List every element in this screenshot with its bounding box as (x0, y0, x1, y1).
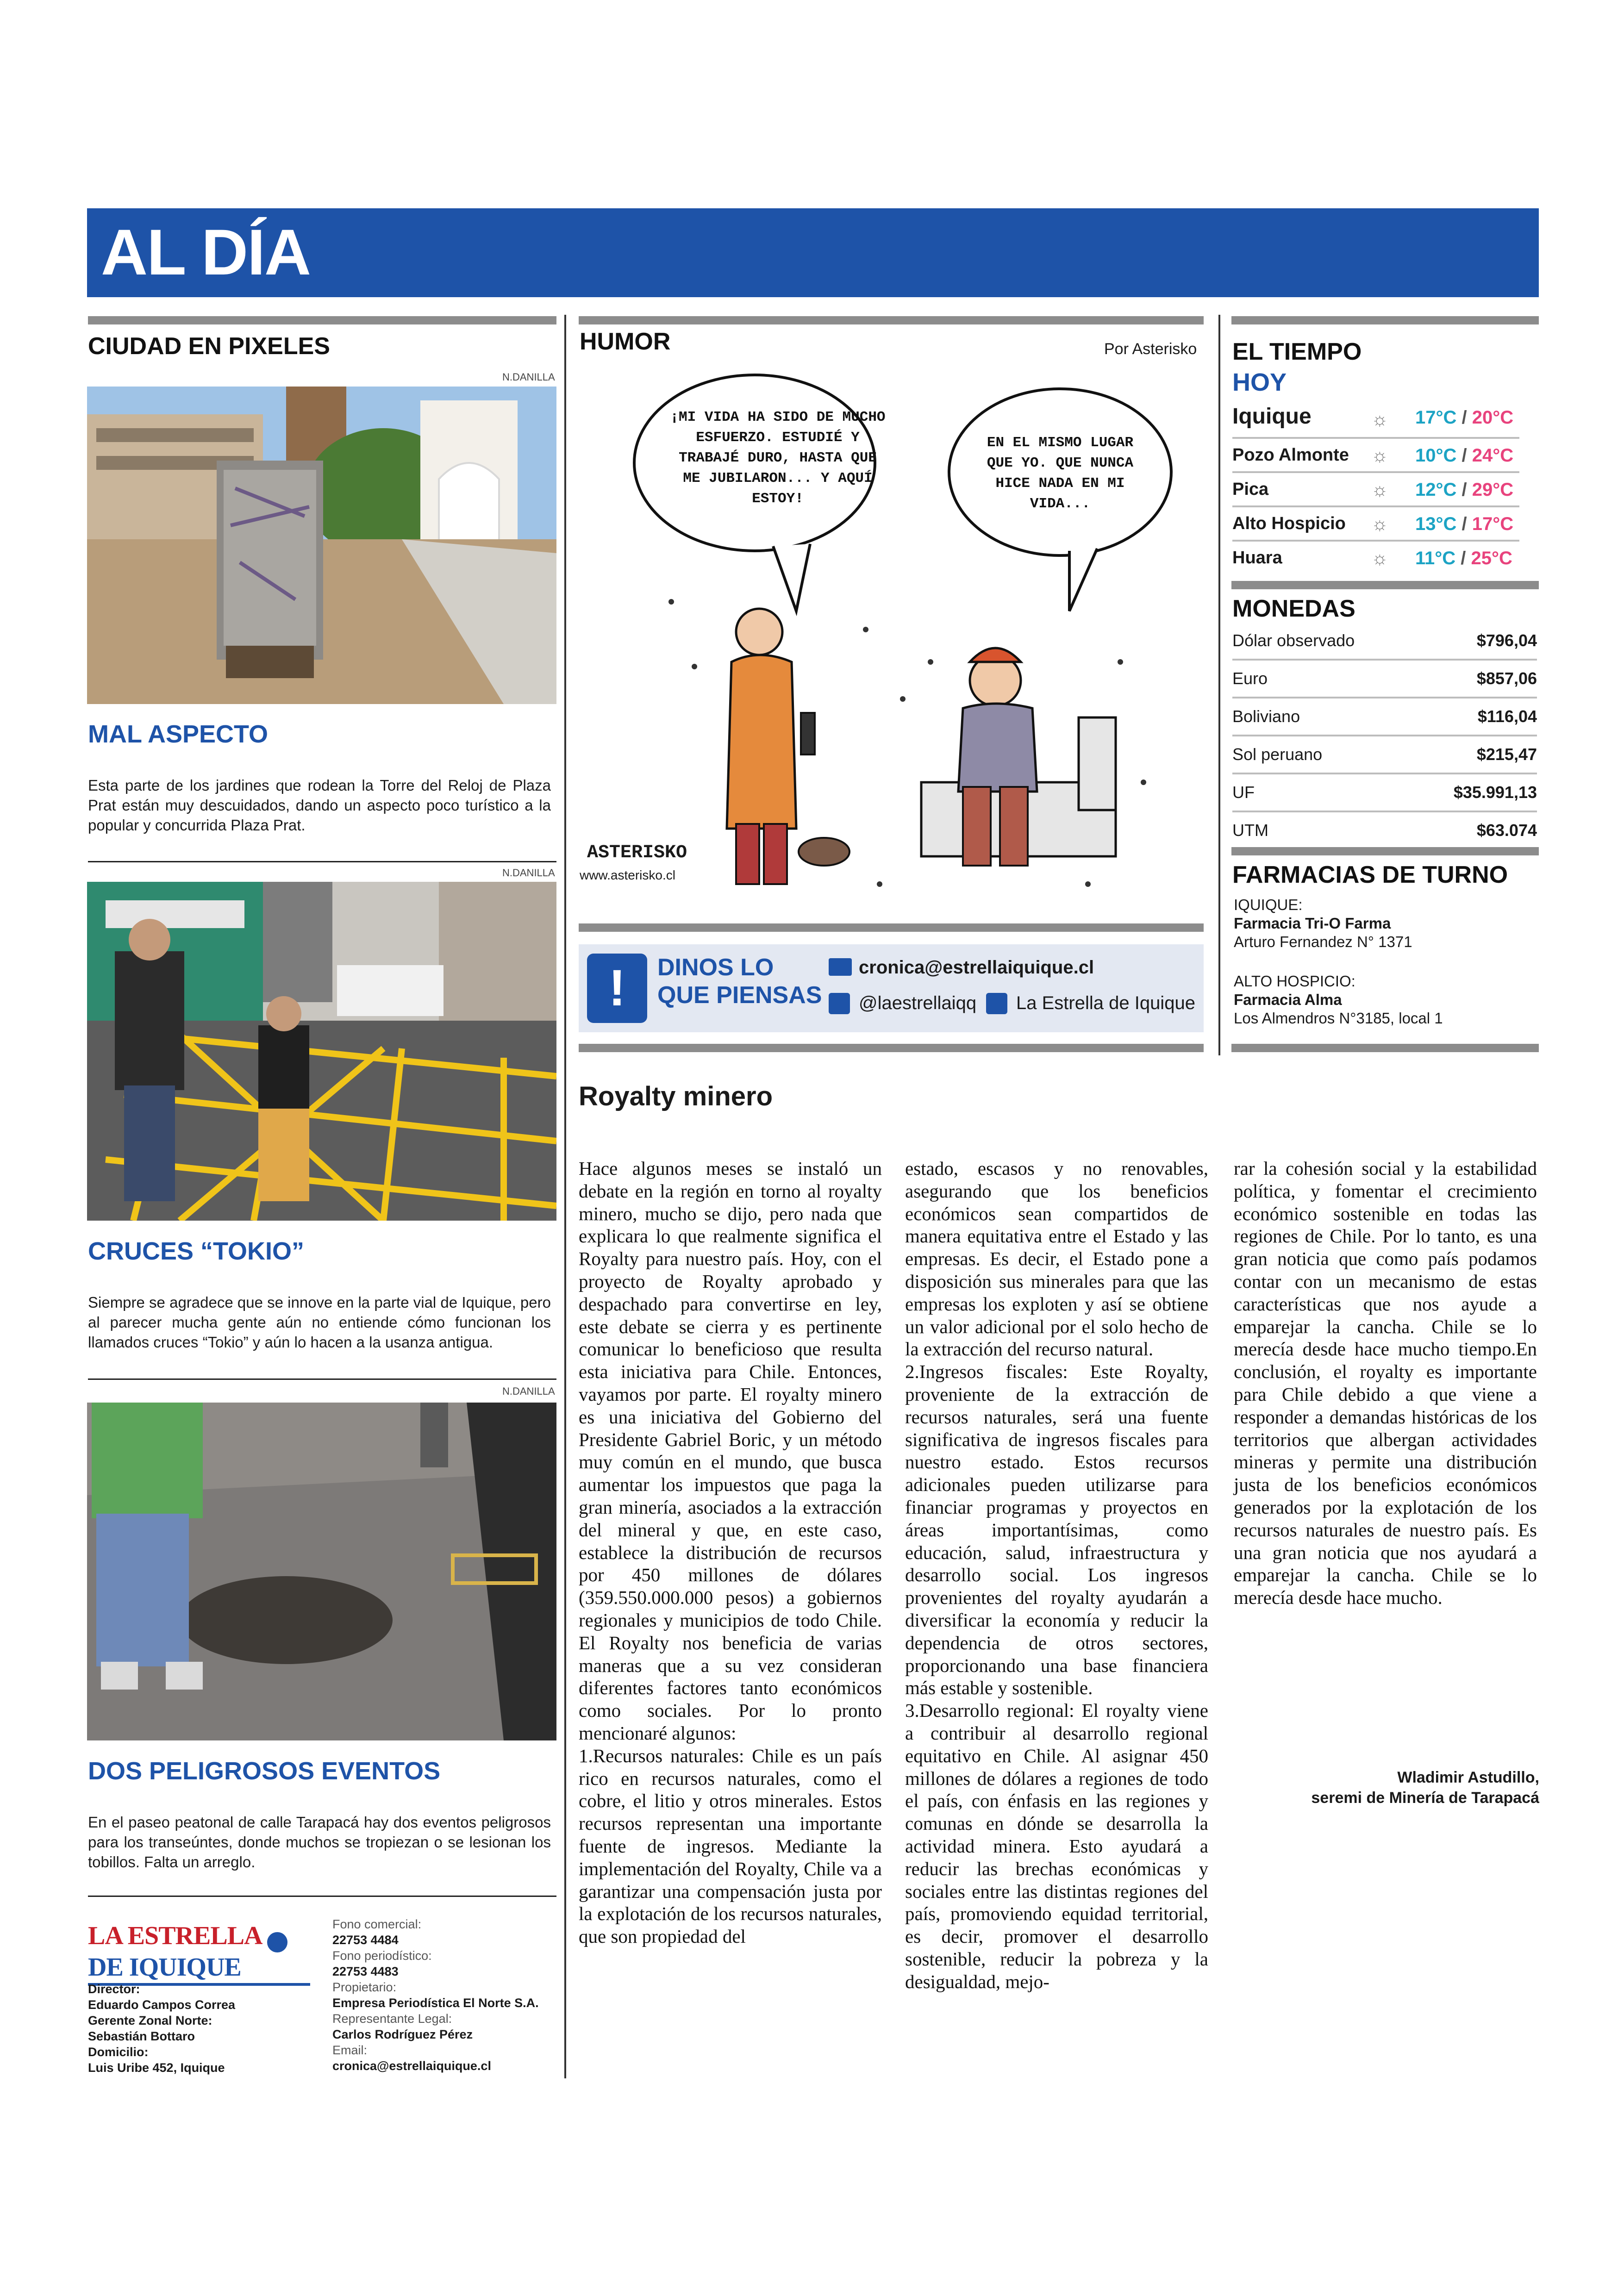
pharmacy-title: FARMACIAS DE TURNO (1232, 861, 1508, 888)
divider-rule (88, 861, 556, 862)
divider-bar (579, 923, 1204, 932)
divider-bar (579, 316, 1204, 324)
contact-title: DINOS LO QUE PIENSAS (657, 954, 822, 1009)
divider-bar (1231, 316, 1539, 324)
column-rule (1218, 315, 1220, 1055)
divider-rule (88, 1378, 556, 1380)
caption: Esta parte de los jardines que rodean la Torre del Reloj de Plaza Prat están muy descuidados, dando un aspecto poco turístico a la popular y concurrida Plaza Prat. (88, 777, 551, 834)
pharmacy-block: ALTO HOSPICIO: Farmacia Alma Los Almendros N°3185, local 1 (1234, 973, 1443, 1027)
sun-cloud-icon: ☼ (1371, 445, 1388, 466)
pharmacy-block: IQUIQUE: Farmacia Tri-O Farma Arturo Fernandez N° 1371 (1234, 896, 1412, 950)
weather-table (1232, 399, 1519, 574)
caption: En el paseo peatonal de calle Tarapacá hay dos eventos peligrosos para los transeúntes, donde muchos se tropiezan o se lesionan los tobillos. Falta un arreglo. (88, 1814, 551, 1871)
twitter-icon (829, 993, 850, 1014)
weather-today: HOY (1232, 368, 1287, 396)
sun-cloud-icon: ☼ (1371, 409, 1388, 430)
weather-row: Iquique ☼ 17°C / 20°C (1232, 399, 1519, 439)
speech-bubble-2: EN EL MISMO LUGAR QUE YO. QUE NUNCA HICE NADA EN MI VIDA... (987, 435, 1134, 512)
currency-row: UTM $63.074 (1232, 812, 1537, 850)
article-column-2: estado, escasos y no renovables, asegurando que los beneficios económicos sean compartidos de manera equitativa entre el Estado y las empresas. Es decir, el Estado pone a disposición sus minerales para que las empresas los exploten y así se obtiene un valor adicional por el solo hecho de la extracción del recurso natural. 2.Ingresos fiscales: Este Royalty, proveniente de la extracción de recursos naturales, será una fuente significativa de ingresos fiscales para nuestro estado. Estos recursos adicionales pueden utilizarse para financiar programas y proyectos en áreas importantísimas, como educación, salud, infraestructura y desarrollo social. Los ingresos provenientes del royalty ayudarán a diversificar la economía y reducir la dependencia de otros sectores, proporcionando una base financiera más estable y sostenible. 3.Desarrollo regional: El royalty viene a contribuir al desarrollo regional equitativo en Chile. Al asignar 450 millones de dólares a regiones de todo el país, con énfasis en las regiones y comunas en dónde se desarrolla la actividad minera. Esto ayudará a reducir las brechas económicas y sociales entre las distintas regiones del país, promoviendo equidad territorial, es decir, promover el desarrollo sostenible, reducir la pobreza y la desigualdad, mejo- (905, 1158, 1208, 1992)
weather-title: EL TIEMPO (1232, 338, 1362, 365)
photo-credit: N.DANILLA (502, 867, 555, 879)
masthead-left: Director: Eduardo Campos Correa Gerente Zonal Norte: Sebastián Bottaro Domicilio: Luis Uribe 452, Iquique (88, 1982, 236, 2075)
divider-bar (1231, 581, 1539, 589)
photo-cruces-tokio (87, 882, 556, 1221)
sun-cloud-icon: ☼ (1371, 548, 1388, 568)
currency-row: Euro $857,06 (1232, 661, 1537, 698)
currency-title: MONEDAS (1232, 595, 1355, 622)
weather-row: Alto Hospicio ☼ 13°C / 17°C (1232, 507, 1519, 542)
weather-row: Huara ☼ 11°C / 25°C (1232, 548, 1512, 568)
divider-bar (1231, 847, 1539, 855)
photo-credit: N.DANILLA (502, 371, 555, 383)
currency-row: UF $35.991,13 (1232, 774, 1537, 812)
article-column-3: rar la cohesión social y la estabilidad política, y fomentar el crecimiento económico sostenible en todas las regiones de Chile. Por lo tanto, es una gran noticia que como país podamos contar con un mecanismo de estas características que nos ayude a emparejar la cancha. Chile se lo merecía desde hace mucho tiempo.En conclusión, el royalty es importante para Chile debido a que viene a responder a demandas históricas de los territorios que albergan actividades mineras y permite una distribución justa de los beneficios económicos generados por la explotación de los recursos naturales de nuestro país. Es una gran noticia que nos ayudará a emparejar la cancha. Chile se lo merecía desde hace mucho. (1234, 1158, 1537, 1609)
contact-email[interactable]: cronica@estrellaiquique.cl (859, 957, 1094, 978)
photo-plaza-prat (87, 387, 556, 704)
facebook-icon (986, 993, 1007, 1014)
sun-icon: ☼ (1371, 514, 1388, 534)
speech-bubble-1: ¡MI VIDA HA SIDO DE MUCHO ESFUERZO. ESTUDIÉ Y TRABAJÉ DURO, HASTA QUE ME JUBILARON... Y AQUÍ ESTOY! (670, 409, 886, 507)
weather-row: Pozo Almonte ☼ 10°C / 24°C (1232, 439, 1519, 473)
article-author: Wladimir Astudillo, seremi de Minería de Tarapacá (1311, 1769, 1539, 1807)
weather-row: Pica ☼ 12°C / 29°C (1232, 473, 1519, 507)
divider-rule (88, 1896, 556, 1897)
headline-dos-peligrosos: DOS PELIGROSOS EVENTOS (88, 1757, 441, 1785)
alert-icon: ! (587, 954, 647, 1023)
newspaper-logo: LA ESTRELLA DE IQUIQUE (88, 1921, 310, 1963)
currency-row: Dólar observado $796,04 (1232, 623, 1537, 661)
humor-title: HUMOR (580, 328, 671, 355)
photo-paseo-tarapaca (87, 1403, 556, 1740)
currency-row: Sol peruano $215,47 (1232, 736, 1537, 774)
headline-mal-aspecto: MAL ASPECTO (88, 720, 269, 748)
sun-icon: ☼ (1371, 480, 1388, 500)
email-icon (829, 958, 852, 976)
humor-byline: Por Asterisko (1104, 340, 1197, 358)
headline-cruces-tokio: CRUCES “TOKIO” (88, 1237, 305, 1265)
masthead-right: Fono comercial: 22753 4484 Fono periodístico: 22753 4483 Propietario: Empresa Periodística El Norte S.A. Representante Legal: Carlos Rodríguez Pérez Email: cronica@estrellaiquique.cl (332, 1917, 539, 2073)
caption: Siempre se agradece que se innove en la parte vial de Iquique, pero al parecer mucha gente aún no entiende cómo funcionan los llamados cruces “Tokio” y aún lo hacen a la usanza antigua. (88, 1294, 551, 1351)
currency-table (1232, 623, 1537, 850)
article-column-1: Hace algunos meses se instaló un debate en la región en torno al royalty minero, mucho se dijo, pero nada que explicara lo que realmente significa el Royalty para nuestro país. Hoy, con el proyecto de Royalty aprobado y despachado para convertirse en ley, este debate se cierra y es pertinente comunicar lo beneficioso que resulta esta iniciativa para Chile. Entonces, vayamos por parte. El royalty minero es una iniciativa del Gobierno del Presidente Gabriel Boric, y un método muy común en el mundo, que busca aumentar los impuestos que paga la gran minería, asociados a la extracción del mineral y que, en este caso, establece la distribución de recursos por 450 millones de dólares (359.550.000.000 pesos) a gobiernos regionales y municipios de todo Chile. El Royalty nos beneficia de varias maneras que a su vez consideran diferentes factores tanto económicos como sociales. Por lo pronto mencionaré algunos: 1.Recursos naturales: Chile es un país rico en recursos naturales, como el cobre, el litio y otros minerales. Estos recursos representan una importante fuente de ingresos. Mediante la implementación del Royalty, Chile va a garantizar una compensación justa por la explotación de los recursos naturales, que son propiedad del (579, 1158, 882, 1947)
divider-bar (1231, 1044, 1539, 1052)
contact-twitter[interactable]: @laestrellaiqq (859, 993, 977, 1013)
column-rule (564, 315, 566, 2078)
article-title: Royalty minero (579, 1081, 773, 1111)
contact-facebook[interactable]: La Estrella de Iquique (1016, 993, 1195, 1013)
currency-row: Boliviano $116,04 (1232, 698, 1537, 736)
ciudad-title: CIUDAD EN PIXELES (88, 333, 330, 360)
photo-credit: N.DANILLA (502, 1385, 555, 1397)
divider-bar (88, 316, 556, 324)
star-logo-icon (267, 1932, 287, 1952)
section-title: AL DÍA (101, 216, 311, 288)
comic-site: www.asterisko.cl (580, 868, 675, 882)
divider-bar (579, 1044, 1204, 1052)
comic-signature: ASTERISKO (587, 842, 687, 863)
